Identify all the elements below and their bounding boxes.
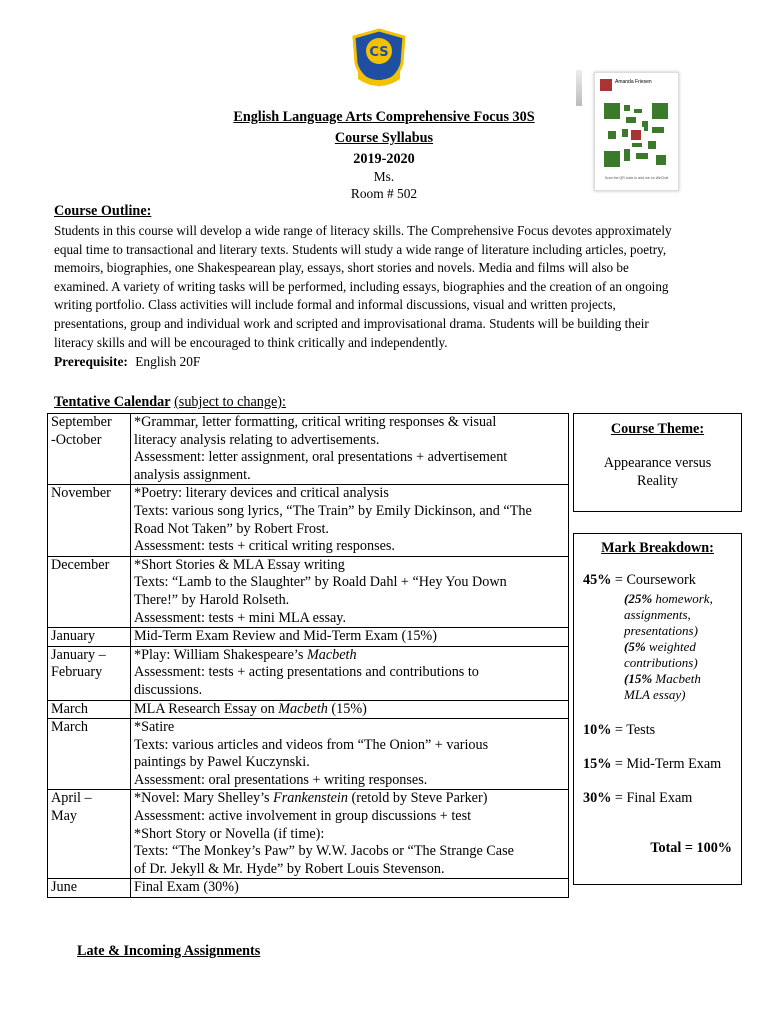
content-cell: *Poetry: literary devices and critical analysis Texts: various song lyrics, “The Train” by Emily Dickinson, and “The Road Not Taken” by Robert Frost. Assessment: tests + critical writing responses.: [131, 485, 569, 556]
school-logo: [344, 27, 414, 87]
teacher-name: Ms.: [373, 169, 395, 184]
table-row: [48, 628, 569, 647]
month-cell: January – February: [48, 646, 131, 700]
table-row: [48, 485, 569, 556]
svg-text:CS: CS: [369, 45, 389, 60]
content-cell: *Novel: Mary Shelley’s Frankenstein (retold by Steve Parker) Assessment: active involvement in group discussions + test *Short Story or Novella (if time): Texts: “The Monkey’s Paw” by W.W. Jacobs or “The Strange Case of Dr. Jekyll & Mr. Hyde” by Robert Louis Stevenson.: [131, 790, 569, 879]
calendar-heading-title: Tentative Calendar: [54, 394, 171, 410]
total-line: Total = 100%: [650, 840, 732, 856]
outline-line: presentations, group and individual work and scripted and improvisational drama. Students will be building their: [54, 315, 649, 331]
calendar-table: [47, 413, 569, 898]
outline-line: literacy skills and will be encouraged to think critically and independently.: [54, 334, 448, 350]
content-cell: *Grammar, letter formatting, critical writing responses & visual literacy analysis relating to advertisements. Assessment: letter assignment, oral presentations + advertisement analysis assignment.: [131, 414, 569, 485]
month-cell: January: [48, 628, 131, 647]
qr-card-caption: Scan the QR code to add me on WeChat: [604, 176, 669, 180]
course-theme-heading: Course Theme:: [610, 421, 705, 437]
table-row: [48, 719, 569, 790]
month-cell: September -October: [48, 414, 131, 485]
document-title: English Language Arts Comprehensive Focus 30S: [233, 109, 535, 125]
table-row: [48, 879, 569, 898]
wechat-qr-card: [594, 72, 679, 191]
content-cell: *Short Stories & MLA Essay writing Texts: “Lamb to the Slaughter” by Roald Dahl + “Hey You Down There!” by Harold Rolseth. Assessment: tests + mini MLA essay.: [131, 556, 569, 627]
qr-card-name: Amanda Friesen: [615, 79, 652, 85]
school-year: 2019-2020: [353, 151, 415, 167]
table-row: [48, 790, 569, 879]
outline-line: Students in this course will develop a wide range of literacy skills. The Comprehensive Focus devotes approximately: [54, 223, 672, 238]
card-shadow: [576, 70, 582, 106]
month-cell: March: [48, 719, 131, 790]
course-theme-box: [573, 413, 742, 512]
coursework-subitems: (25% homework, assignments, presentations) (5% weighted contributions) (15% Macbeth MLA essay): [624, 591, 713, 702]
tests-line: 10% = Tests: [583, 722, 656, 738]
mark-breakdown-heading: Mark Breakdown:: [601, 540, 714, 556]
final-exam-line: 30% = Final Exam: [583, 790, 693, 806]
prerequisite-value: English 20F: [135, 354, 201, 369]
content-cell: Final Exam (30%): [131, 879, 569, 898]
content-cell: Mid-Term Exam Review and Mid-Term Exam (15%): [131, 628, 569, 647]
calendar-heading-note: (subject to change): [174, 394, 283, 410]
content-cell: *Play: William Shakespeare’s Macbeth Assessment: tests + acting presentations and contributions to discussions.: [131, 646, 569, 700]
month-cell: June: [48, 879, 131, 898]
outline-line: equal time to transactional and literary texts. Students will study a wide range of literature including articles, poetry,: [54, 241, 667, 257]
table-row: [48, 414, 569, 485]
month-cell: April – May: [48, 790, 131, 879]
room-number: Room # 502: [350, 186, 418, 201]
calendar-heading: [54, 394, 286, 411]
avatar: [600, 79, 612, 91]
table-row: [48, 556, 569, 627]
course-outline-text: [54, 222, 714, 352]
outline-line: memoirs, biographies, one Shakespearean play, essays, short stories and novels. Media and films will also be: [54, 260, 629, 276]
document-subtitle: Course Syllabus: [334, 130, 434, 146]
prerequisite-label: Prerequisite:: [54, 354, 128, 369]
content-cell: *Satire Texts: various articles and videos from “The Onion” + various paintings by Pawel Kuczynski. Assessment: oral presentations + writing responses.: [131, 719, 569, 790]
prerequisite: [54, 354, 200, 370]
table-row: [48, 646, 569, 700]
course-outline-heading: Course Outline:: [54, 203, 152, 219]
qr-code-icon: [602, 101, 670, 169]
course-theme-text: Appearance versus Reality: [603, 455, 712, 489]
outline-line: examined. A variety of writing tasks will be performed, including essays, biographies and the creation of an ongoing: [54, 278, 669, 294]
content-cell: MLA Research Essay on Macbeth (15%): [131, 700, 569, 719]
calendar-heading-colon: :: [282, 394, 286, 410]
midterm-line: 15% = Mid-Term Exam: [583, 756, 722, 772]
mark-breakdown-box: [573, 533, 742, 885]
coursework-line: 45% = Coursework: [583, 572, 696, 588]
month-cell: November: [48, 485, 131, 556]
month-cell: March: [48, 700, 131, 719]
table-row: [48, 700, 569, 719]
outline-line: writing portfolio. Class activities will include formal and informal discussions, visual and written projects,: [54, 297, 616, 313]
month-cell: December: [48, 556, 131, 627]
late-assignments-heading: Late & Incoming Assignments: [77, 943, 261, 959]
